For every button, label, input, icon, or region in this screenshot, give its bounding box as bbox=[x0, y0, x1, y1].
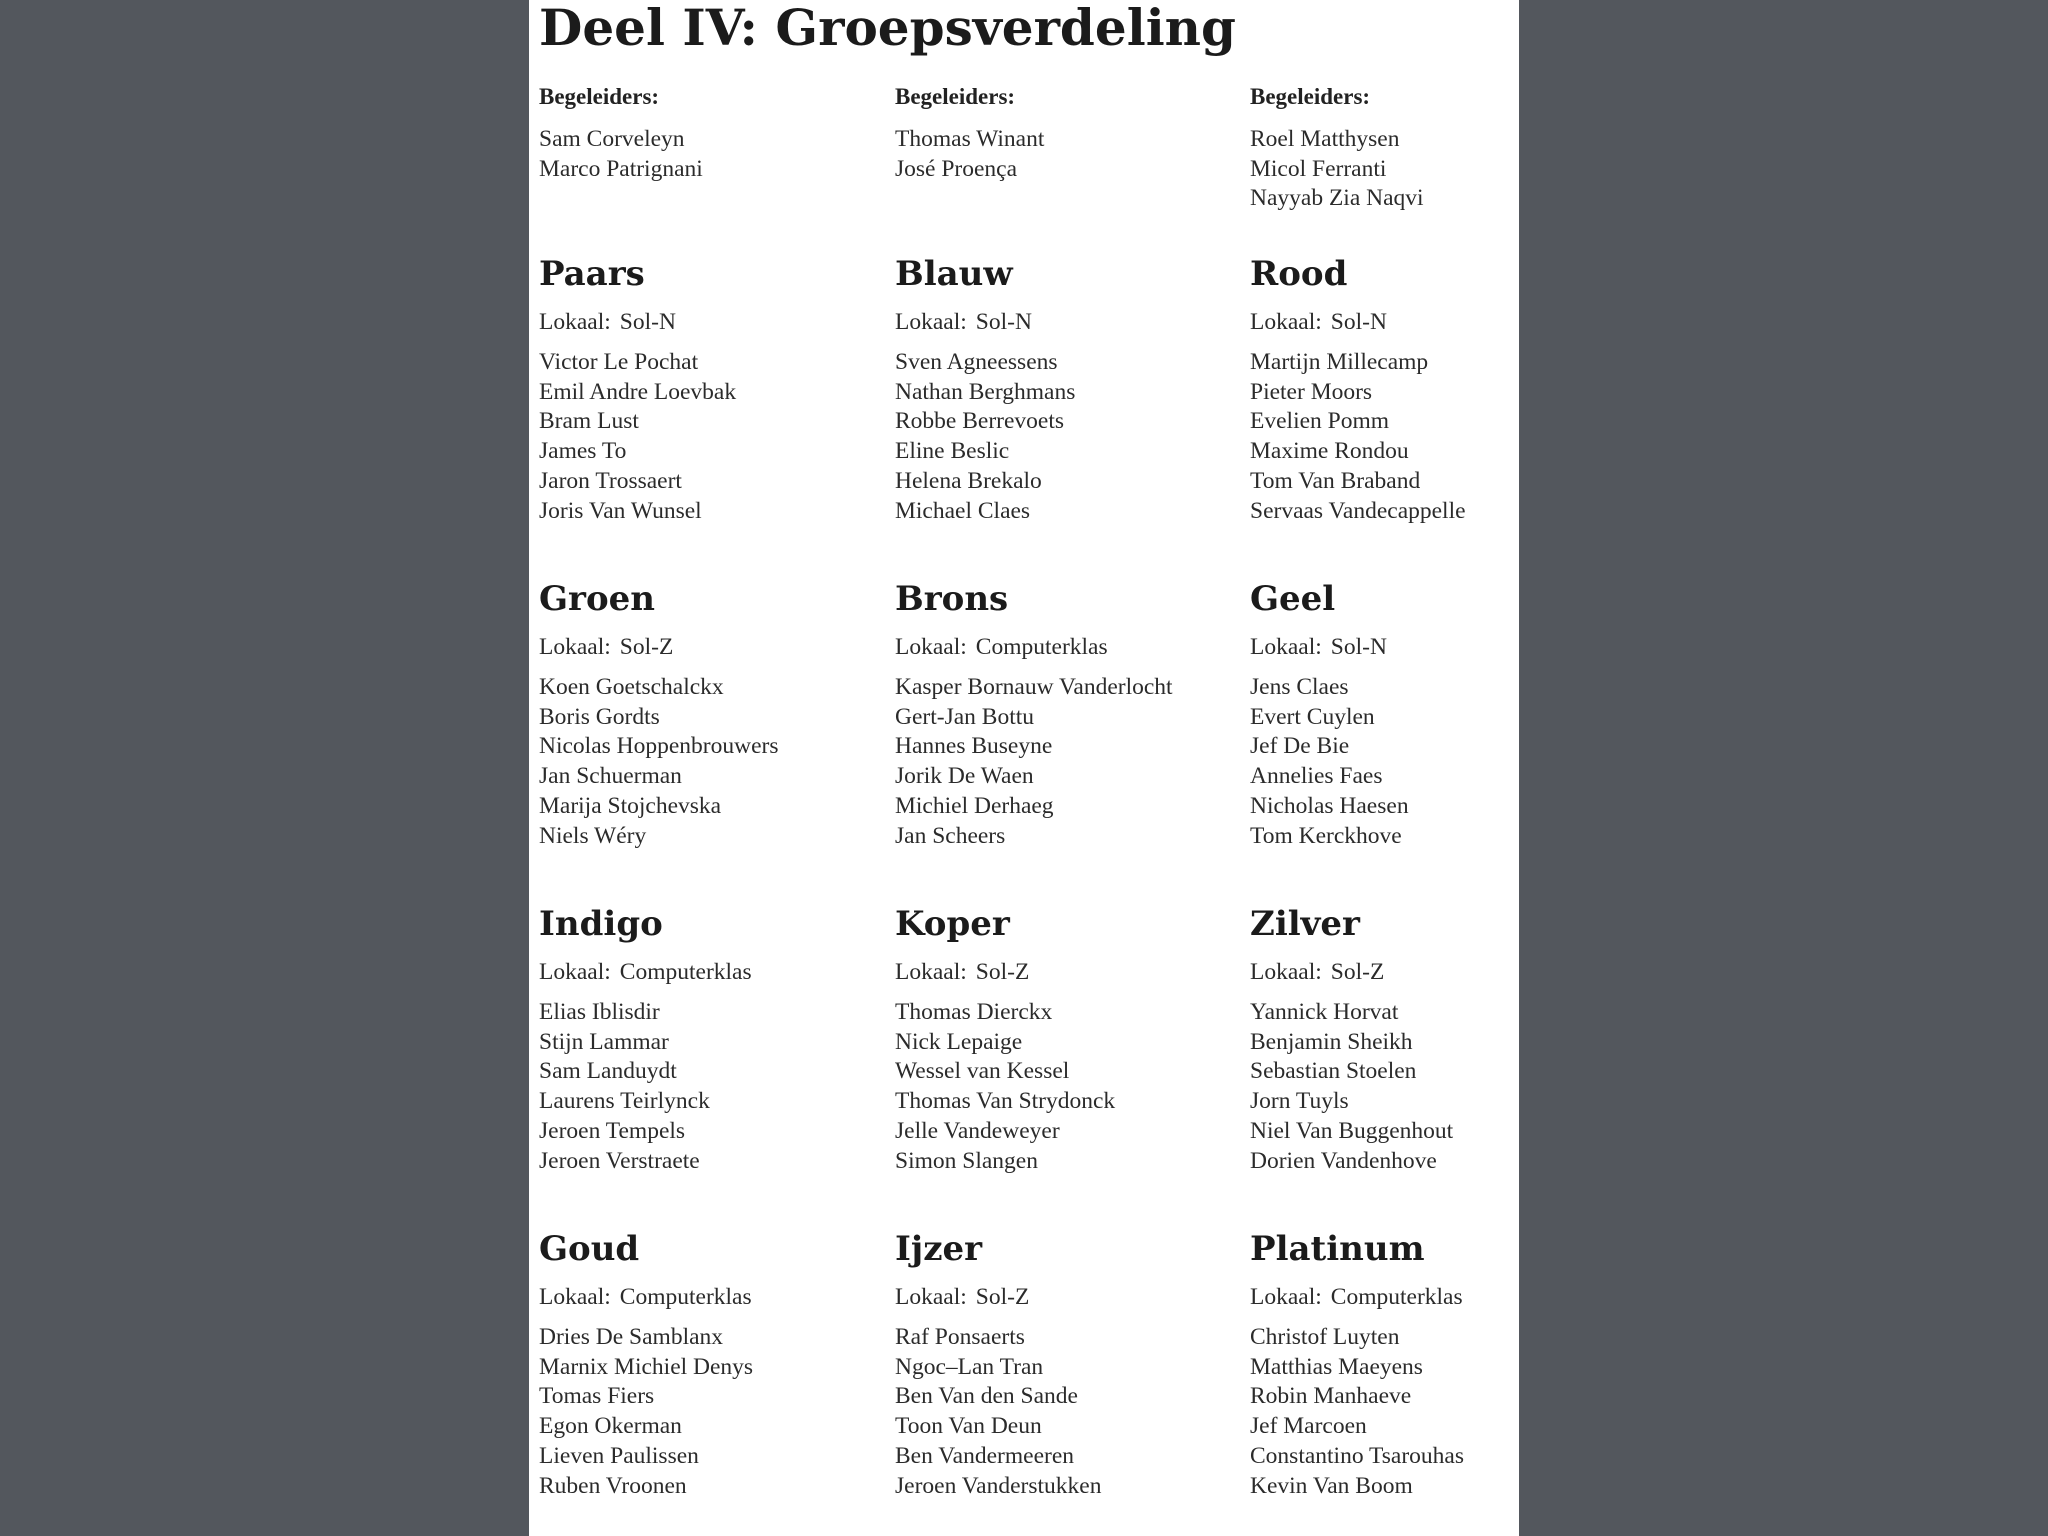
member-name: Sven Agneessens bbox=[895, 349, 1058, 375]
column-3 bbox=[1250, 0, 1519, 1536]
member-name: Gert-Jan Bottu bbox=[895, 703, 1035, 730]
group-heading: Platinum bbox=[1250, 1229, 1425, 1269]
member-name: Niels Wéry bbox=[539, 822, 647, 849]
member-name: Thomas Van Strydonck bbox=[895, 1088, 1116, 1115]
member-name: Bram Lust bbox=[539, 408, 639, 435]
member-list bbox=[895, 998, 1245, 1176]
supervisor-name: Sam Corveleyn bbox=[539, 126, 685, 152]
member-name: Benjamin Sheikh bbox=[1250, 1028, 1413, 1055]
group-heading: Indigo bbox=[539, 904, 663, 944]
member-name: Evelien Pomm bbox=[1250, 408, 1390, 435]
member-list bbox=[1250, 1323, 1519, 1501]
member-list bbox=[539, 673, 889, 851]
member-name: Michael Claes bbox=[895, 497, 1031, 524]
member-list bbox=[895, 673, 1245, 851]
member-name: Ben Vandermeeren bbox=[895, 1442, 1075, 1469]
member-name: Jef De Bie bbox=[1250, 733, 1350, 760]
room-label: Lokaal: bbox=[1250, 634, 1322, 660]
supervisor-name: Nayyab Zia Naqvi bbox=[1250, 185, 1424, 212]
group-koper bbox=[895, 904, 1245, 1176]
room-value: Sol-N bbox=[1330, 309, 1387, 335]
member-name: Jorik De Waen bbox=[895, 763, 1034, 790]
room-label: Lokaal: bbox=[1250, 309, 1322, 335]
member-name: Christof Luyten bbox=[1250, 1324, 1400, 1350]
member-list bbox=[1250, 998, 1519, 1176]
group-heading: Rood bbox=[1250, 254, 1348, 294]
room-label: Lokaal: bbox=[539, 634, 611, 660]
member-name: Annelies Faes bbox=[1250, 763, 1383, 790]
member-name: Jeroen Verstraete bbox=[539, 1147, 700, 1174]
group-indigo bbox=[539, 904, 889, 1176]
member-name: Marija Stojchevska bbox=[539, 792, 722, 819]
member-name: Jeroen Tempels bbox=[539, 1117, 686, 1144]
group-zilver bbox=[1250, 904, 1519, 1176]
room-value: Sol-Z bbox=[975, 959, 1030, 985]
member-name: Constantino Tsarouhas bbox=[1250, 1442, 1464, 1469]
member-name: Joris Van Wunsel bbox=[539, 497, 702, 524]
group-room bbox=[895, 633, 1245, 661]
supervisor-list bbox=[539, 125, 703, 184]
member-name: Eline Beslic bbox=[895, 438, 1010, 465]
member-name: Helena Brekalo bbox=[895, 467, 1042, 494]
member-name: Thomas Dierckx bbox=[895, 999, 1053, 1025]
supervisor-name: Roel Matthysen bbox=[1250, 126, 1400, 152]
member-name: Laurens Teirlynck bbox=[539, 1088, 710, 1115]
member-name: Servaas Vandecappelle bbox=[1250, 497, 1466, 524]
group-room bbox=[895, 958, 1245, 986]
member-name: Niel Van Buggenhout bbox=[1250, 1117, 1454, 1144]
member-name: Ngoc–Lan Tran bbox=[895, 1353, 1044, 1380]
member-list bbox=[895, 1323, 1245, 1501]
group-rood bbox=[1250, 254, 1519, 526]
member-name: Michiel Derhaeg bbox=[895, 792, 1054, 819]
group-room bbox=[1250, 633, 1519, 661]
member-name: Elias Iblisdir bbox=[539, 999, 660, 1025]
group-room bbox=[1250, 308, 1519, 336]
member-name: Kevin Van Boom bbox=[1250, 1472, 1413, 1499]
member-name: Jorn Tuyls bbox=[1250, 1088, 1349, 1115]
member-name: Dries De Samblanx bbox=[539, 1324, 724, 1350]
group-room bbox=[1250, 1283, 1519, 1311]
room-label: Lokaal: bbox=[895, 1284, 967, 1310]
member-name: Tom Van Braband bbox=[1250, 467, 1421, 494]
room-label: Lokaal: bbox=[539, 1284, 611, 1310]
room-value: Computerklas bbox=[619, 959, 752, 985]
member-name: Yannick Horvat bbox=[1250, 999, 1399, 1025]
supervisors-label: Begeleiders: bbox=[539, 84, 660, 109]
member-list bbox=[895, 348, 1245, 526]
group-paars bbox=[539, 254, 889, 526]
supervisor-list bbox=[895, 125, 1044, 184]
member-name: Robin Manhaeve bbox=[1250, 1383, 1412, 1410]
group-heading: Blauw bbox=[895, 254, 1013, 294]
room-value: Computerklas bbox=[619, 1284, 752, 1310]
member-list bbox=[1250, 673, 1519, 851]
group-heading: Groen bbox=[539, 579, 655, 619]
member-list bbox=[539, 1323, 889, 1501]
member-name: James To bbox=[539, 438, 627, 465]
room-value: Sol-N bbox=[619, 309, 676, 335]
group-heading: Paars bbox=[539, 254, 645, 294]
member-list bbox=[539, 348, 889, 526]
member-name: Ruben Vroonen bbox=[539, 1472, 687, 1499]
member-name: Toon Van Deun bbox=[895, 1413, 1042, 1440]
member-name: Nicholas Haesen bbox=[1250, 792, 1409, 819]
room-label: Lokaal: bbox=[895, 959, 967, 985]
supervisor-name: Micol Ferranti bbox=[1250, 155, 1387, 182]
member-name: Evert Cuylen bbox=[1250, 703, 1375, 730]
group-room bbox=[895, 308, 1245, 336]
member-name: Victor Le Pochat bbox=[539, 349, 699, 375]
room-value: Sol-Z bbox=[975, 1284, 1030, 1310]
member-name: Robbe Berrevoets bbox=[895, 408, 1065, 435]
member-name: Simon Slangen bbox=[895, 1147, 1038, 1174]
member-name: Marnix Michiel Denys bbox=[539, 1353, 754, 1380]
member-name: Matthias Maeyens bbox=[1250, 1353, 1423, 1380]
member-name: Emil Andre Loevbak bbox=[539, 378, 737, 405]
member-list bbox=[1250, 348, 1519, 526]
group-room bbox=[539, 1283, 889, 1311]
group-heading: Zilver bbox=[1250, 904, 1360, 944]
room-label: Lokaal: bbox=[539, 959, 611, 985]
supervisor-name: Marco Patrignani bbox=[539, 155, 703, 182]
member-name: Nathan Berghmans bbox=[895, 378, 1076, 405]
member-name: Stijn Lammar bbox=[539, 1028, 669, 1055]
member-name: Maxime Rondou bbox=[1250, 438, 1409, 465]
group-room bbox=[539, 958, 889, 986]
room-value: Sol-Z bbox=[1330, 959, 1385, 985]
member-name: Sebastian Stoelen bbox=[1250, 1058, 1417, 1085]
member-name: Wessel van Kessel bbox=[895, 1058, 1070, 1085]
group-room bbox=[1250, 958, 1519, 986]
member-name: Jens Claes bbox=[1250, 674, 1349, 700]
member-name: Jaron Trossaert bbox=[539, 467, 682, 494]
supervisor-name: José Proença bbox=[895, 155, 1018, 182]
supervisors-label: Begeleiders: bbox=[895, 84, 1016, 109]
member-name: Martijn Millecamp bbox=[1250, 349, 1429, 375]
group-brons bbox=[895, 579, 1245, 851]
group-heading: Koper bbox=[895, 904, 1010, 944]
page-title: Deel IV: Groepsverdeling bbox=[539, 0, 1236, 57]
member-name: Koen Goetschalckx bbox=[539, 674, 724, 700]
supervisor-name: Thomas Winant bbox=[895, 126, 1045, 152]
member-name: Pieter Moors bbox=[1250, 378, 1373, 405]
column-1 bbox=[539, 0, 889, 1536]
group-geel bbox=[1250, 579, 1519, 851]
member-name: Nick Lepaige bbox=[895, 1028, 1023, 1055]
room-value: Computerklas bbox=[1330, 1284, 1463, 1310]
room-label: Lokaal: bbox=[1250, 959, 1322, 985]
column-2 bbox=[895, 0, 1245, 1536]
group-room bbox=[539, 633, 889, 661]
group-room bbox=[895, 1283, 1245, 1311]
member-name: Dorien Vandenhove bbox=[1250, 1147, 1437, 1174]
group-heading: Ijzer bbox=[895, 1229, 983, 1269]
member-name: Raf Ponsaerts bbox=[895, 1324, 1025, 1350]
member-name: Ben Van den Sande bbox=[895, 1383, 1078, 1410]
member-name: Tomas Fiers bbox=[539, 1383, 655, 1410]
group-blauw bbox=[895, 254, 1245, 526]
room-label: Lokaal: bbox=[895, 634, 967, 660]
member-name: Jan Scheers bbox=[895, 822, 1006, 849]
supervisor-list bbox=[1250, 125, 1424, 214]
group-ijzer bbox=[895, 1229, 1245, 1501]
member-name: Tom Kerckhove bbox=[1250, 822, 1402, 849]
member-name: Hannes Buseyne bbox=[895, 733, 1053, 760]
room-label: Lokaal: bbox=[1250, 1284, 1322, 1310]
member-name: Jeroen Vanderstukken bbox=[895, 1472, 1102, 1499]
supervisors-label: Begeleiders: bbox=[1250, 84, 1371, 109]
room-value: Sol-N bbox=[1330, 634, 1387, 660]
member-name: Lieven Paulissen bbox=[539, 1442, 699, 1469]
room-label: Lokaal: bbox=[539, 309, 611, 335]
member-name: Egon Okerman bbox=[539, 1413, 682, 1440]
room-value: Computerklas bbox=[975, 634, 1108, 660]
member-name: Sam Landuydt bbox=[539, 1058, 677, 1085]
room-value: Sol-Z bbox=[619, 634, 674, 660]
member-list bbox=[539, 998, 889, 1176]
member-name: Jef Marcoen bbox=[1250, 1413, 1367, 1440]
room-value: Sol-N bbox=[975, 309, 1032, 335]
member-name: Kasper Bornauw Vanderlocht bbox=[895, 674, 1173, 700]
member-name: Nicolas Hoppenbrouwers bbox=[539, 733, 779, 760]
group-room bbox=[539, 308, 889, 336]
member-name: Boris Gordts bbox=[539, 703, 660, 730]
member-name: Jelle Vandeweyer bbox=[895, 1117, 1060, 1144]
group-platinum bbox=[1250, 1229, 1519, 1501]
group-heading: Geel bbox=[1250, 579, 1336, 619]
document-page bbox=[529, 0, 1519, 1536]
group-goud bbox=[539, 1229, 889, 1501]
room-label: Lokaal: bbox=[895, 309, 967, 335]
member-name: Jan Schuerman bbox=[539, 763, 682, 790]
group-heading: Brons bbox=[895, 579, 1009, 619]
group-heading: Goud bbox=[539, 1229, 640, 1269]
group-groen bbox=[539, 579, 889, 851]
